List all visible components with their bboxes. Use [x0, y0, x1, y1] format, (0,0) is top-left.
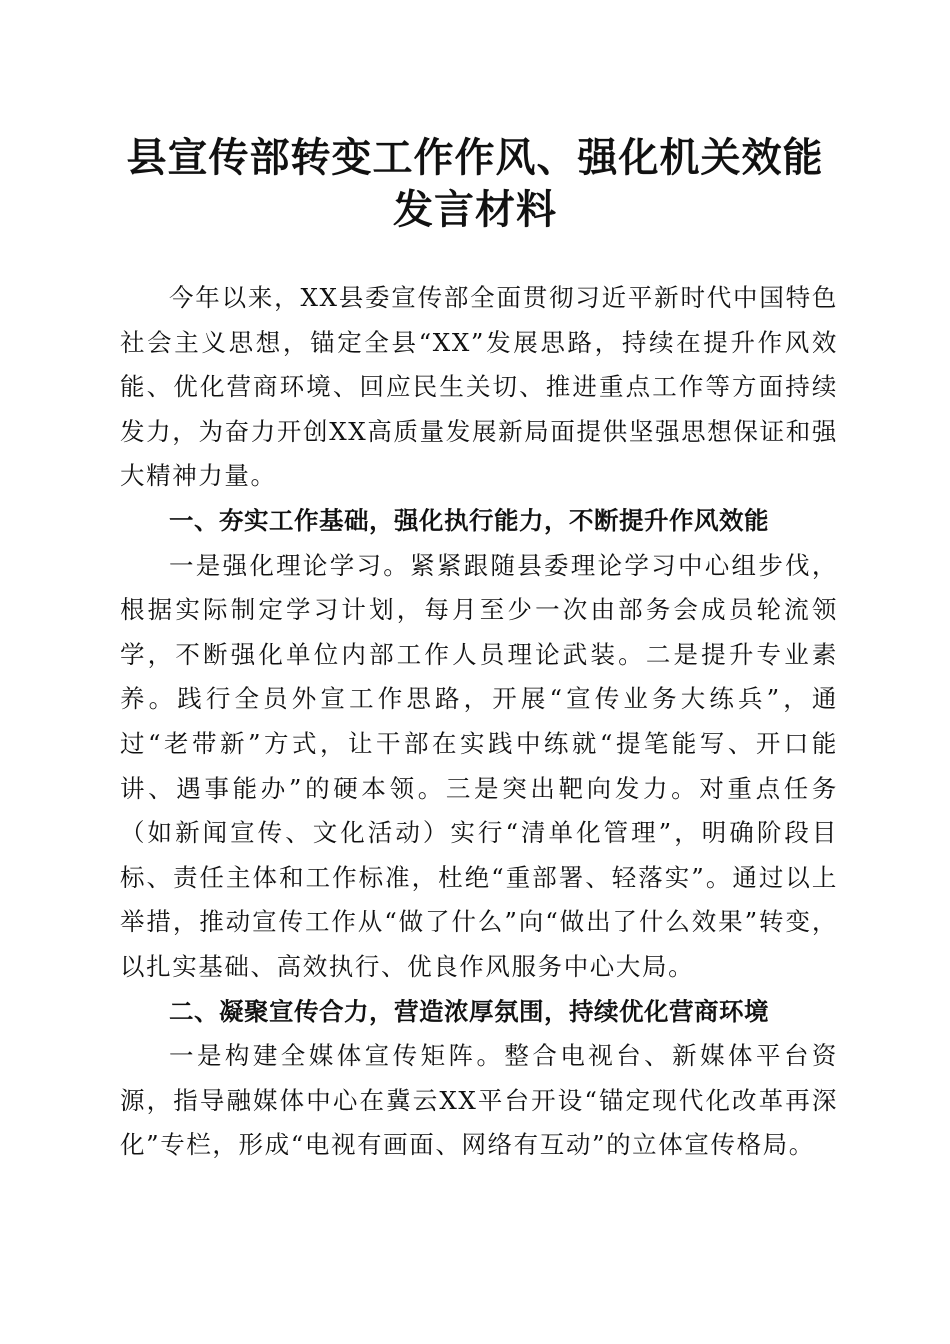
section-body-2: 一是构建全媒体宣传矩阵。整合电视台、新媒体平台资源，指导融媒体中心在冀云XX平台开设“锚定现代化改革再深化”专栏，形成“电视有画面、网络有互动”的立体宣传格局。: [120, 1041, 838, 1160]
section-heading-2: 二、凝聚宣传合力，营造浓厚氛围，持续优化营商环境: [169, 996, 769, 1026]
intro-paragraph: 今年以来，XX县委宣传部全面贯彻习近平新时代中国特色社会主义思想，锚定全县“XX”发展思路，持续在提升作风效能、优化营商环境、回应民生关切、推进重点工作等方面持续发力，为奋力开创XX高质量发展新局面提供坚强思想保证和强大精神力量。: [120, 283, 838, 491]
section-heading-1: 一、夯实工作基础，强化执行能力，不断提升作风效能: [169, 505, 769, 535]
section-body-1: 一是强化理论学习。紧紧跟随县委理论学习中心组步伐，根据实际制定学习计划，每月至少一次由部务会成员轮流领学，不断强化单位内部工作人员理论武装。二是提升专业素养。践行全员外宣工作思路，开展“宣传业务大练兵”，通过“老带新”方式，让干部在实践中练就“提笔能写、开口能讲、遇事能办”的硬本领。三是突出靶向发力。对重点任务（如新闻宣传、文化活动）实行“清单化管理”，明确阶段目标、责任主体和工作标准，杜绝“重部署、轻落实”。通过以上举措，推动宣传工作从“做了什么”向“做出了什么效果”转变，以扎实基础、高效执行、优良作风服务中心大局。: [120, 550, 838, 981]
document-body: [120, 276, 838, 1168]
document-title: 县宣传部转变工作作风、强化机关效能发言材料: [126, 134, 824, 233]
